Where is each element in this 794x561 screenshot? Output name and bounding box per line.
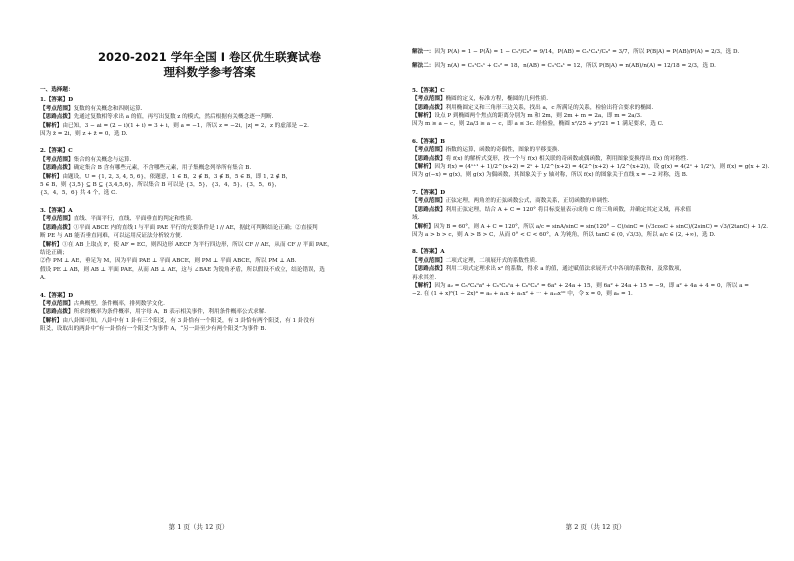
tip-text: 利用二项式定理求出 x² 的系数，得求 a 的值，通过赋值法求展开式中各项的系数和，及常数项， <box>445 266 686 273</box>
question-5 <box>412 87 776 129</box>
analysis-text: 因为 z̄ = 2i，则 z + z̄ = 0，选 D. <box>40 131 128 138</box>
analysis-text: 因为 a > b > c，则 A > B > C，从而 0° < C < 60°，A 为钝角，所以 tanC ∈ (0, √3/3)，所以 a/c ∈ (2, +∞)，选 D. <box>412 231 716 238</box>
analysis-label: 【解析】 <box>40 317 63 324</box>
page-number: 第 2 页（共 12 页） <box>565 523 626 531</box>
range-label: 【考点范围】 <box>412 257 446 264</box>
tip-label: 【思路点拨】 <box>412 266 446 273</box>
tip-label: 【思路点拨】 <box>412 206 446 213</box>
section-heading: 一、选择题： <box>40 87 74 93</box>
analysis-label: 【解析】 <box>40 173 63 180</box>
solution-2-text: 因为 n(A) = C₃¹C₅¹ + C₃² = 18，n(AB) = C₃¹C₄¹ = 12，所以 P(B|A) = n(AB)/n(A) = 12/18 = 2/3，选 D. <box>434 63 716 70</box>
analysis-text: 阳爻，设取出的两卦中“有一卦恰有一个阳爻”为事件 A，“另一卦至少有两个阳爻”为事件 B. <box>40 326 267 333</box>
question-3 <box>40 207 379 283</box>
tip-text: 利用正弦定理，结合 A + C = 120° 将目标变量表示成角 C 的三角函数，并确定其定义域，再求值 <box>445 206 692 213</box>
analysis-text: ①在 AB 上取点 F，使 AF = EC，则四边形 AECF 为平行四边形，所以 CF // AE，从而 CF // 平面 PAE， <box>62 241 333 248</box>
range-text: 椭圆的定义，标准方程，椭圆的几何性质. <box>445 96 549 103</box>
tip-text: ①平面 ABCE 内的直线 l 与平面 PAE 平行的充要条件是 l // AE，据此可判断结论正确；②直接判 <box>73 224 318 231</box>
range-label: 【考点范围】 <box>40 156 74 163</box>
solution-1-label: 解法一： <box>412 49 435 55</box>
solution-2-label: 解法二： <box>412 63 435 70</box>
question-3-answer: 3.【答案】A <box>40 207 73 214</box>
analysis-text: 由题设，U = {1, 2, 3, 4, 5, 6}，依题意，1 ∈ B，2 ∉ B，3 ∉ B，5 ∈ B，即 1, 2 ∉ B， <box>62 173 292 180</box>
solution-1-text: 因为 P(A) = 1 − P(Ā) = 1 − C₅²/C₈² = 9/14，P(AB) = C₃¹C₄¹/C₈² = 3/7，所以 P(B|A) = P(AB)/P(A) = 2/3，选 D. <box>434 49 740 55</box>
question-2-answer: 2.【答案】C <box>40 148 73 155</box>
question-1-answer: 1.【答案】D <box>40 97 74 104</box>
range-text: 复数的有关概念和四则运算. <box>73 105 143 112</box>
analysis-text: 结论正确； <box>40 249 68 256</box>
question-7-answer: 7.【答案】D <box>412 189 446 196</box>
tip-text: 确定集合 B 含有哪些元素，不含哪些元素，用子集概念列举所有集合 B. <box>73 165 252 172</box>
tip-label: 【思路点拨】 <box>40 114 74 121</box>
question-6 <box>412 138 776 180</box>
document-subtitle: 理科数学参考答案 <box>163 65 256 79</box>
analysis-text: {3，4，5，6} 共 4 个，选 C. <box>40 190 118 197</box>
analysis-label: 【解析】 <box>412 223 434 230</box>
question-6-answer: 6.【答案】B <box>412 138 445 145</box>
range-text: 二项式定理，二项展开式的系数性质. <box>445 257 537 264</box>
range-text: 直线、平面平行，直线、平面垂直的判定和性质. <box>73 216 193 223</box>
analysis-label: 【解析】 <box>412 164 435 171</box>
analysis-text: 因为 m ≥ a − c，则 2a/3 ≥ a − c，即 a ≤ 3c. 经检验，椭圆 x²/25 + y²/21 = 1 满足要求，选 C. <box>412 121 664 128</box>
document-title: 2020-2021 学年全国 I 卷区优生联赛试卷 <box>97 50 322 64</box>
tip-text: 域. <box>412 215 420 222</box>
question-5-answer: 5.【答案】C <box>412 87 445 94</box>
analysis-text: ②作 PM ⊥ AE，垂足为 M，因为平面 PAE ⊥ 平面 ABCE，则 PM ⊥ 平面 ABCE，所以 PM ⊥ AB. <box>40 258 297 265</box>
question-8-answer: 8.【答案】A <box>412 249 445 256</box>
tip-text: 利用椭圆定义和三角形三边关系，找出 a，c 所满足的关系，检验出符合要求的椭圆. <box>445 104 654 111</box>
range-label: 【考点范围】 <box>412 198 446 205</box>
question-4 <box>40 292 379 334</box>
analysis-text: 由已知，3 − ai = (2 − i)(1 + i) = 3 + i，则 a = −1，所以 z = −2i，|z| = 2，z 的虚部是 −2. <box>62 122 309 129</box>
range-text: 古典概型，条件概率，排列数学文化. <box>73 300 165 307</box>
tip-text: 先通过复数相等求出 a 的值，再写出复数 z 的模式，然后根据有关概念逐一判断. <box>73 114 274 121</box>
tip-label: 【思路点拨】 <box>412 104 446 111</box>
question-7 <box>412 189 776 239</box>
page-number: 第 1 页（共 12 页） <box>168 523 229 531</box>
tip-text: 将 f(x) 的解析式变形，找一个与 f(x) 相关联的奇函数或偶函数，利用图象变换得出 f(x) 的对称性. <box>445 155 689 162</box>
analysis-text: A. <box>40 275 46 282</box>
question-4-answer: 4.【答案】D <box>40 292 74 299</box>
question-8 <box>412 248 776 298</box>
analysis-text: 因为 f(x) = (4ˣ⁺¹ + 1)/2^(x+2) = 2ˣ + 1/2^(x+2) = 4(2^(x+2) + 1/2^(x+2))，设 g(x) = 4(2ˣ + 1/2ˣ)，则 f(x) = g(x + 2). <box>434 164 770 171</box>
analysis-text: 因为 B = 60°，则 A + C = 120°，所以 a/c = sinA/sinC = sin(120° − C)/sinC = (√3cosC + sinC)/(2sinC) = √3/(2tanC) + 1/2. <box>433 223 769 230</box>
range-text: 集合的有关概念与运算. <box>73 156 132 163</box>
tip-label: 【思路点拨】 <box>40 165 74 172</box>
tip-label: 【思路点拨】 <box>412 155 446 162</box>
analysis-text: 假设 PE ⊥ AB，则 AB ⊥ 平面 PAE，从而 AB ⊥ AE，这与 ∠BAE 为锐角矛盾，所以假设不成立，结论错误，选 <box>40 266 325 273</box>
analysis-text: −2. 在 (1 + x)⁶(1 − 2x)⁴ = a₀ + a₁x + a₂x² + ⋯ + a₁₀x¹⁰ 中，令 x = 0，则 a₀ = 1. <box>412 291 633 298</box>
tip-label: 【思路点拨】 <box>40 309 74 316</box>
analysis-text: 设点 P 到椭圆两个焦点的距离分别为 m 和 2m，则 2m + m = 2a，即 m = 2a/3. <box>434 113 642 120</box>
analysis-text: 因为 a₂ = C₆²C₄⁰a² + C₆¹C₄¹a + C₆⁰C₄² = 6a² + 24a + 15，则 6a² + 24a + 15 = −9，即 a² + 4a + 4 = 0，所以 a = <box>434 282 749 289</box>
range-label: 【考点范围】 <box>412 147 446 154</box>
analysis-text: 由八卦图可知，八卦中有 1 卦有三个阳爻，有 3 卦恰有一个阳爻，有 3 卦恰有两个阳爻，有 1 卦没有 <box>62 317 315 324</box>
range-label: 【考点范围】 <box>412 96 446 103</box>
tip-label: 【思路点拨】 <box>40 224 74 231</box>
analysis-label: 【解析】 <box>40 241 63 248</box>
tip-text: 再求其差. <box>412 274 437 281</box>
range-text: 正弦定理，两角差的正弦函数公式，商数关系，正切函数的单调性. <box>445 198 610 205</box>
range-text: 指数的运算，函数的奇偶性，图象的平移变换. <box>445 147 560 154</box>
range-label: 【考点范围】 <box>40 216 74 223</box>
analysis-label: 【解析】 <box>40 122 63 129</box>
analysis-text: 5 ∈ B，则 {3,5} ⊆ B ⊆ {3,4,5,6}，所以集合 B 可以是 {3，5}，{3，4，5}，{3，5，6}， <box>40 182 281 189</box>
range-label: 【考点范围】 <box>40 105 74 112</box>
question-1 <box>40 96 379 138</box>
range-label: 【考点范围】 <box>40 300 74 307</box>
answer-page-2 <box>397 0 794 561</box>
question-4-solutions <box>412 48 776 71</box>
analysis-label: 【解析】 <box>412 113 435 120</box>
tip-text: 所求的概率为条件概率，用字母 A，B 表示相关事件，利用条件概率公式求解. <box>73 309 267 316</box>
question-2 <box>40 147 379 197</box>
analysis-text: 因为 g(−x) = g(x)，则 g(x) 为偶函数，其图象关于 y 轴对称，所以 f(x) 的图象关于直线 x = −2 对称，选 B. <box>412 172 688 179</box>
analysis-label: 【解析】 <box>412 282 435 289</box>
tip-text: 断 PE 与 AB 能否垂直同难，可以运用反证法分析较方便. <box>40 233 183 240</box>
